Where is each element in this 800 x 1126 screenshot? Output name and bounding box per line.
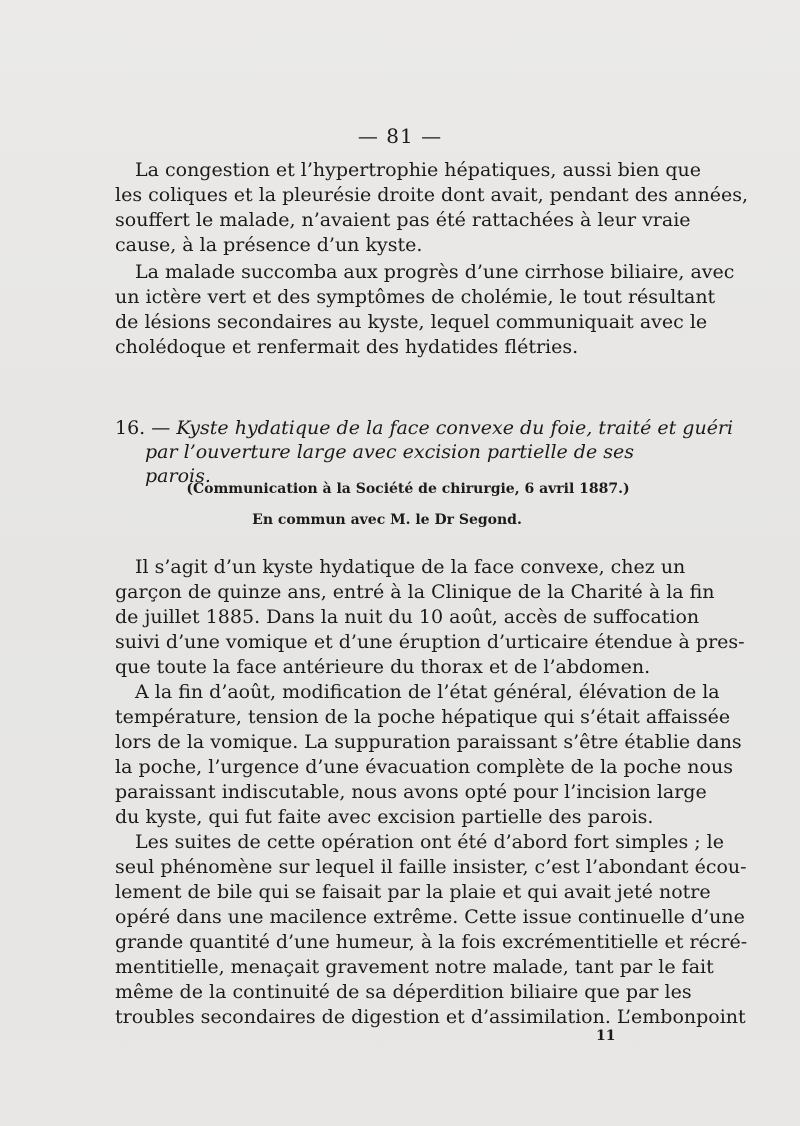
paragraph-1 bbox=[115, 158, 748, 258]
text-line: Les suites de cette opération ont été d’abord fort simples ; le bbox=[135, 831, 724, 853]
text-line: même de la continuité de sa déperdition biliaire que par les bbox=[115, 981, 692, 1003]
text-line: lors de la vomique. La suppuration paraissant s’être établie dans bbox=[115, 731, 742, 753]
text-line: souffert le malade, n’avaient pas été rattachées à leur vraie bbox=[115, 209, 691, 231]
text-line: La congestion et l’hypertrophie hépatiques, aussi bien que bbox=[135, 159, 702, 181]
section-title-line-2: par l’ouverture large avec excision partielle de ses parois. bbox=[145, 441, 634, 487]
text-line: la poche, l’urgence d’une évacuation complète de la poche nous bbox=[115, 756, 733, 778]
text-line: mentitielle, menaçait gravement notre malade, tant par le fait bbox=[115, 956, 714, 978]
text-line: paraissant indiscutable, nous avons opté pour l’incision large bbox=[115, 781, 707, 803]
signature-mark: 11 bbox=[596, 1028, 616, 1044]
paragraph-2 bbox=[115, 260, 735, 360]
text-line: cause, à la présence d’un kyste. bbox=[115, 234, 423, 256]
paragraph-3 bbox=[115, 555, 745, 680]
text-line: opéré dans une macilence extrême. Cette issue continuelle d’une bbox=[115, 906, 745, 928]
text-line: A la fin d’août, modification de l’état général, élévation de la bbox=[135, 681, 720, 703]
text-line: Il s’agit d’un kyste hydatique de la face convexe, chez un bbox=[135, 556, 686, 578]
section-number: 16. — bbox=[115, 417, 171, 439]
section-heading bbox=[115, 416, 734, 488]
text-line: suivi d’une vomique et d’une éruption d’urticaire étendue à pres- bbox=[115, 631, 745, 653]
paragraph-5 bbox=[115, 830, 748, 1030]
text-line: de lésions secondaires au kyste, lequel communiquait avec le bbox=[115, 311, 708, 333]
text-line: grande quantité d’une humeur, à la fois excrémentitielle et récré- bbox=[115, 931, 748, 953]
text-line: du kyste, qui fut faite avec excision partielle des parois. bbox=[115, 806, 654, 828]
text-line: température, tension de la poche hépatique qui s’était affaissée bbox=[115, 706, 731, 728]
paragraph-4 bbox=[115, 680, 742, 830]
coauthor-note: En commun avec M. le Dr Segond. bbox=[252, 512, 522, 528]
page-number: — 81 — bbox=[357, 124, 443, 148]
text-line: troubles secondaires de digestion et d’assimilation. L’embonpoint bbox=[115, 1006, 746, 1028]
text-line: cholédoque et renfermait des hydatides flétries. bbox=[115, 336, 579, 358]
section-title-line-1 bbox=[115, 416, 734, 440]
text-line: garçon de quinze ans, entré à la Clinique de la Charité à la fin bbox=[115, 581, 715, 603]
text-line: seul phénomène sur lequel il faille insister, c’est l’abondant écou- bbox=[115, 856, 747, 878]
communication-note: (Communication à la Société de chirurgie, 6 avril 1887.) bbox=[186, 481, 630, 497]
text-line: de juillet 1885. Dans la nuit du 10 août, accès de suffocation bbox=[115, 606, 700, 628]
text-line: La malade succomba aux progrès d’une cirrhose biliaire, avec bbox=[135, 261, 735, 283]
text-line: lement de bile qui se faisait par la plaie et qui avait jeté notre bbox=[115, 881, 711, 903]
text-line: un ictère vert et des symptômes de cholémie, le tout résultant bbox=[115, 286, 716, 308]
text-line: que toute la face antérieure du thorax et de l’abdomen. bbox=[115, 656, 651, 678]
section-title-part-1: Kyste hydatique de la face convexe du foie, traité et guéri bbox=[176, 417, 734, 439]
text-line: les coliques et la pleurésie droite dont avait, pendant des années, bbox=[115, 184, 748, 206]
